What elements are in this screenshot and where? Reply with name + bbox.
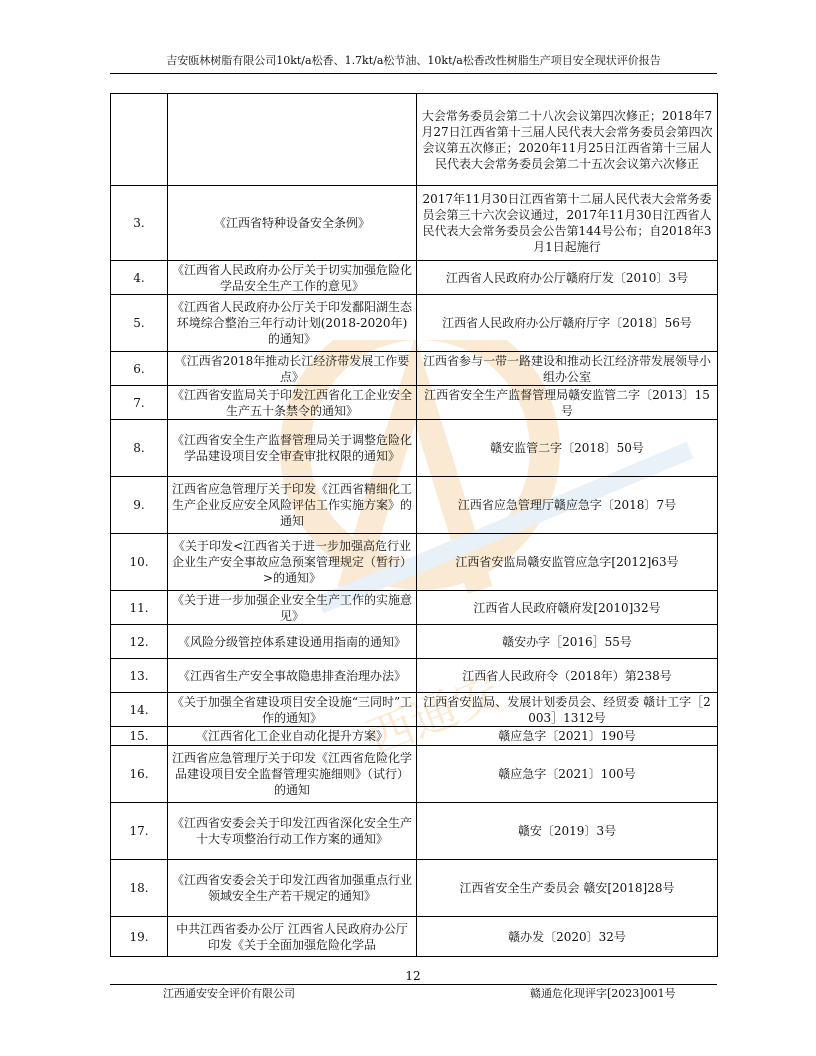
row-number: 13. [111, 659, 168, 693]
regulation-name: 《风险分级管控体系建设通用指南的通知》 [168, 625, 417, 659]
table-row [111, 352, 718, 386]
regulation-document: 赣应急字〔2021〕100号 [417, 746, 718, 803]
table-row [111, 803, 718, 860]
regulation-name: 《江西省2018年推动长江经济带发展工作要点》 [168, 352, 417, 386]
watermark-text: 西通安 [360, 664, 508, 765]
header-divider [110, 73, 717, 74]
regulation-name: 《江西省安委会关于印发江西省加强重点行业领域安全生产若干规定的通知》 [168, 860, 417, 917]
row-number: 14. [111, 693, 168, 727]
footer-divider [110, 984, 717, 985]
regulation-name: 《江西省人民政府办公厅关于切实加强危险化学品安全生产工作的意见》 [168, 261, 417, 295]
regulation-document: 江西省参与一带一路建设和推动长江经济带发展领导小组办公室 [417, 352, 718, 386]
footer-report-number: 赣通危化现评字[2023]001号 [530, 987, 676, 1000]
regulation-document: 赣安办字［2016］55号 [417, 625, 718, 659]
row-number: 7. [111, 386, 168, 420]
row-number: 6. [111, 352, 168, 386]
regulation-document: 江西省安监局、发展计划委员会、经贸委 赣计工字［2003］1312号 [417, 693, 718, 727]
table-row [111, 625, 718, 659]
page-number: 12 [405, 969, 421, 983]
regulation-name: 《江西省安全生产监督管理局关于调整危险化学品建设项目安全审查审批权限的通知》 [168, 420, 417, 477]
regulation-name: 《江西省生产安全事故隐患排查治理办法》 [168, 659, 417, 693]
row-number: 8. [111, 420, 168, 477]
regulation-name: 江西省应急管理厅关于印发《江西省危险化学品建设项目安全监督管理实施细则》（试行）的通知 [168, 746, 417, 803]
row-number [111, 94, 168, 186]
row-number: 9. [111, 477, 168, 534]
regulation-document: 江西省应急管理厅赣应急字〔2018〕7号 [417, 477, 718, 534]
regulation-document: 江西省安监局赣安监管应急字[2012]63号 [417, 534, 718, 591]
table-row [111, 94, 718, 186]
regulation-name: 《关于加强全省建设项目安全设施“三同时”工作的通知》 [168, 693, 417, 727]
row-number: 15. [111, 727, 168, 746]
regulation-document: 2017年11月30日江西省第十二届人民代表大会常务委员会第三十六次会议通过，2017年11月30日江西省人民代表大会常务委员会公告第144号公布；自2018年3月1日起施行 [417, 186, 718, 261]
table-row [111, 727, 718, 746]
table-row [111, 659, 718, 693]
table-row [111, 860, 718, 917]
regulation-document: 江西省安全生产监督管理局赣安监管二字〔2013〕15号 [417, 386, 718, 420]
regulation-name: 江西省应急管理厅关于印发《江西省精细化工生产企业反应安全风险评估工作实施方案》的通知 [168, 477, 417, 534]
regulation-document: 江西省人民政府办公厅赣府厅字〔2018〕56号 [417, 295, 718, 352]
page-header-title: 吉安瓯林树脂有限公司10kt/a松香、1.7kt/a松节油、10kt/a松香改性树脂生产项目安全现状评价报告 [166, 54, 661, 67]
regulation-document: 赣安监管二字〔2018〕50号 [417, 420, 718, 477]
regulations-table [110, 93, 718, 957]
regulation-name: 《江西省安委会关于印发江西省深化安全生产十大专项整治行动工作方案的通知》 [168, 803, 417, 860]
table-row [111, 261, 718, 295]
row-number: 10. [111, 534, 168, 591]
row-number: 17. [111, 803, 168, 860]
regulation-document: 江西省人民政府令（2018年）第238号 [417, 659, 718, 693]
row-number: 12. [111, 625, 168, 659]
row-number: 5. [111, 295, 168, 352]
regulation-name: 《江西省人民政府办公厅关于印发鄱阳湖生态环境综合整治三年行动计划(2018-2020年)的通知》 [168, 295, 417, 352]
regulation-name: 《关于进一步加强企业安全生产工作的实施意见》 [168, 591, 417, 625]
row-number: 16. [111, 746, 168, 803]
regulation-document: 赣应急字〔2021〕190号 [417, 727, 718, 746]
table-row [111, 534, 718, 591]
table-row [111, 746, 718, 803]
regulation-name: 《关于印发<江西省关于进一步加强高危行业企业生产安全事故应急预案管理规定（暂行）>的通知》 [168, 534, 417, 591]
table-row [111, 186, 718, 261]
table-row [111, 693, 718, 727]
regulation-name [168, 94, 417, 186]
regulation-document: 江西省人民政府赣府发[2010]32号 [417, 591, 718, 625]
regulation-document: 赣办发〔2020〕32号 [417, 917, 718, 957]
row-number: 3. [111, 186, 168, 261]
table-row [111, 386, 718, 420]
regulation-name: 中共江西省委办公厅 江西省人民政府办公厅印发《关于全面加强危险化学品 [168, 917, 417, 957]
regulation-document: 赣安〔2019〕3号 [417, 803, 718, 860]
table-row [111, 917, 718, 957]
table-row [111, 295, 718, 352]
table-row [111, 477, 718, 534]
regulation-name: 《江西省特种设备安全条例》 [168, 186, 417, 261]
footer-company: 江西通安安全评价有限公司 [163, 987, 295, 1000]
table-row [111, 591, 718, 625]
row-number: 18. [111, 860, 168, 917]
row-number: 4. [111, 261, 168, 295]
row-number: 11. [111, 591, 168, 625]
row-number: 19. [111, 917, 168, 957]
regulation-document: 江西省人民政府办公厅赣府厅发〔2010〕3号 [417, 261, 718, 295]
table-row [111, 420, 718, 477]
regulation-document: 江西省安全生产委员会 赣安[2018]28号 [417, 860, 718, 917]
regulation-name: 《江西省化工企业自动化提升方案》 [168, 727, 417, 746]
regulation-name: 《江西省安监局关于印发江西省化工企业安全生产五十条禁令的通知》 [168, 386, 417, 420]
regulation-document: 大会常务委员会第二十八次会议第四次修正；2018年7月27日江西省第十三届人民代表大会常务委员会第四次会议第五次修正；2020年11月25日江西省第十三届人民代表大会常务委员会第二十五次会议第六次修正 [417, 94, 718, 186]
